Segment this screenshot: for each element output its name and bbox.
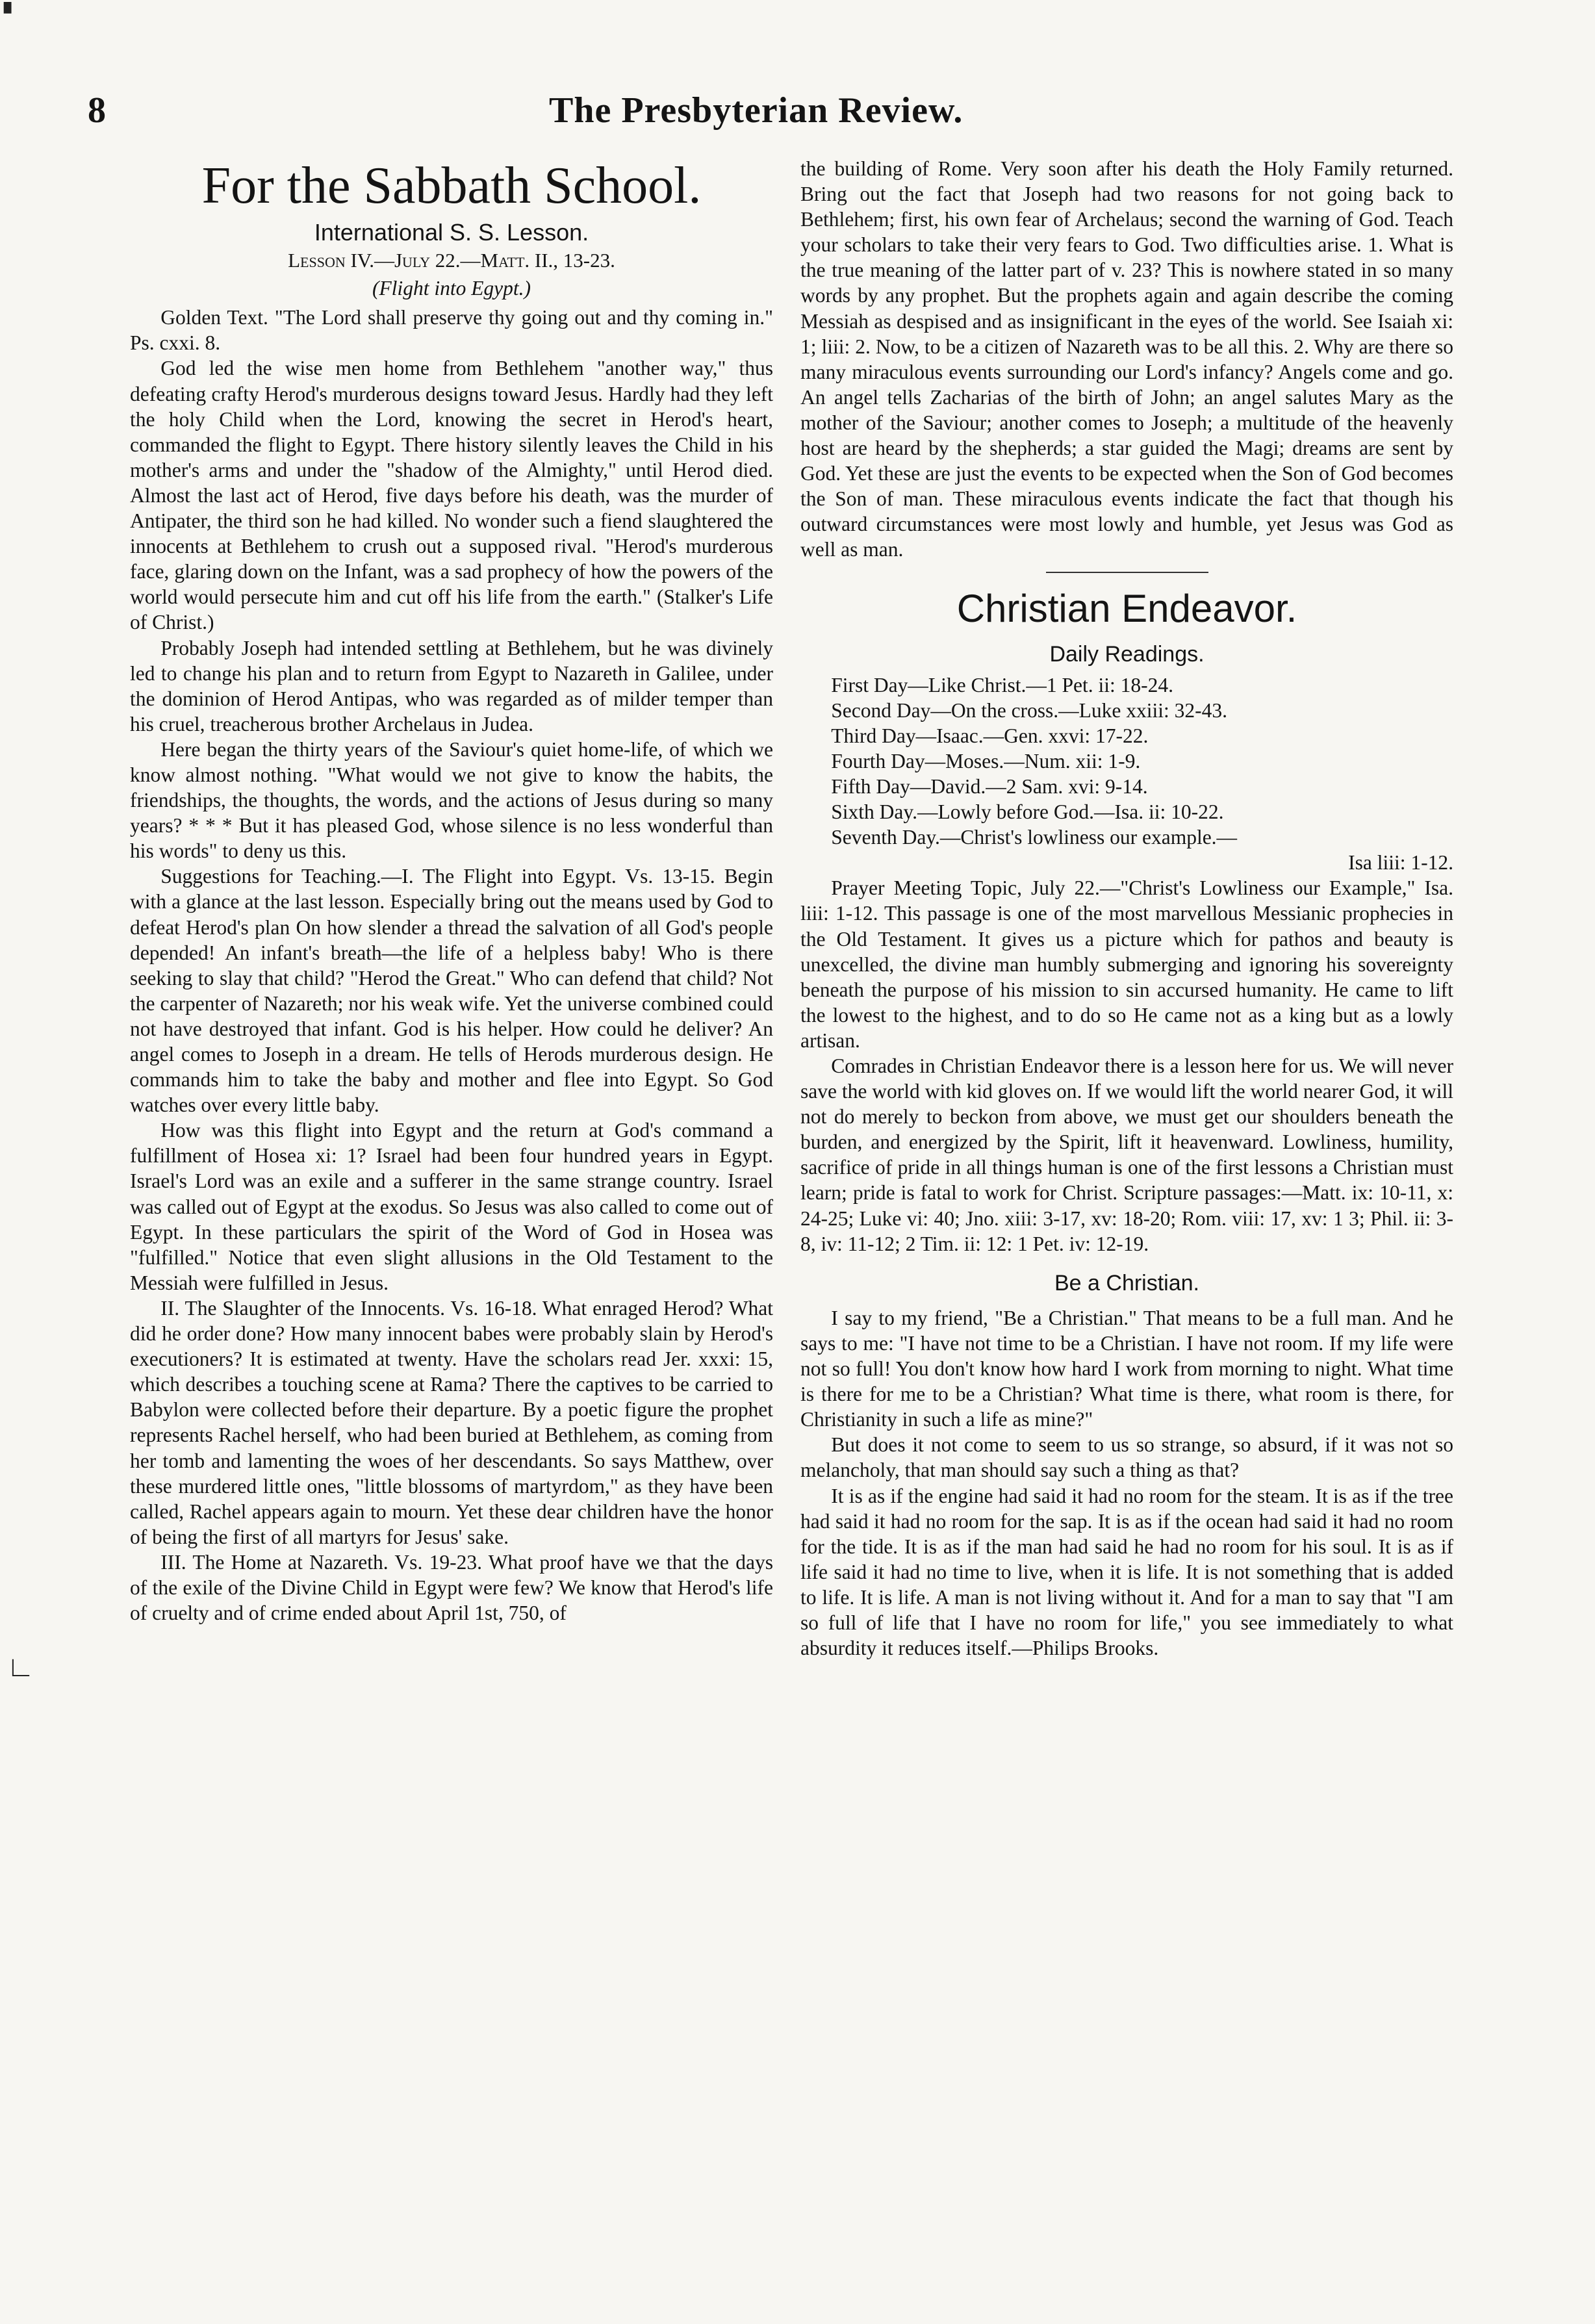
divider	[1046, 572, 1208, 573]
section-title-christian-endeavor: Christian Endeavor.	[956, 586, 1297, 630]
paragraph: God led the wise men home from Bethlehem "another way," thus defeating crafty Herod's murderous designs toward Jesus. Hardly had they left the holy Child when the Lord, knowing the secret in Herod's heart, commanded the flight to Egypt. There history silently leaves the Child in his mother's arms and under the "shadow of the Almighty," until Herod died. Almost the last act of Herod, five days before his death, was the murder of Antipater, the third son he had killed. No wonder such a fiend slaughtered the innocents at Bethlehem to crush out a supposed rival. "Herod's murderous face, glaring down on the Infant, was a sad prophecy of how the powers of the world would persecute him and cut off his life from the earth." (Stalker's Life of Christ.)	[130, 357, 773, 634]
left-column	[130, 156, 773, 1626]
golden-text: Golden Text. "The Lord shall preserve thy going out and thy coming in." Ps. cxxi. 8.	[130, 306, 773, 355]
reading-item: First Day—Like Christ.—1 Pet. ii: 18-24.	[831, 673, 1173, 696]
reading-item: Sixth Day.—Lowly before God.—Isa. ii: 10-22.	[831, 800, 1224, 824]
reading-item: Third Day—Isaac.—Gen. xxvi: 17-22.	[831, 724, 1149, 747]
reading-item: Seventh Day.—Christ's lowliness our example.—	[831, 826, 1238, 849]
lesson-topic: (Flight into Egypt.)	[372, 277, 531, 300]
daily-readings-heading: Daily Readings.	[1049, 641, 1205, 667]
edge-mark: ▘	[4, 3, 19, 25]
paragraph: Comrades in Christian Endeavor there is a lesson here for us. We will never save the world with kid gloves on. If we would lift the world nearer God, it will not do merely to beckon from above, we must get our shoulders beneath the burden, and energized by the Spirit, lift it heavenward. Lowliness, humility, sacrifice of pride in all things human is one of the first lessons a Christian must learn; pride is fatal to work for Christ. Scripture passages:—Matt. ix: 10-11, x: 24-25; Luke vi: 40; Jno. xiii: 3-17, xv: 18-20; Rom. viii: 17, xv: 1 3; Phil. ii: 3-8, iv: 11-12; 2 Tim. ii: 12: 1 Pet. iv: 12-19.	[800, 1054, 1453, 1255]
paragraph: II. The Slaughter of the Innocents. Vs. 16-18. What enraged Herod? What did he order done? How many innocent babes were probably slain by Herod's executioners? It is estimated at twenty. Have the scholars read Jer. xxxi: 15, which describes a touching scene at Rama? There the captives to be carried to Babylon were collected before their departure. By a poetic figure the prophet represents Rachel herself, who had been buried at Bethlehem, as coming from her tomb and lamenting the woes of her descendants. So says Matthew, over these murdered little ones, "little blossoms of martyrdom," as they have been called, Rachel appears again to mourn. Yet these dear children have the honor of being the first of all martyrs for Jesus' sake.	[130, 1296, 773, 1548]
paragraph: III. The Home at Nazareth. Vs. 19-23. What proof have we that the days of the exile of the Divine Child in Egypt were few? We know that Herod's life of cruelty and of crime ended about April 1st, 750, of	[130, 1550, 773, 1625]
paragraph: the building of Rome. Very soon after his death the Holy Family returned. Bring out the fact that Joseph had two reasons for not going back to Bethlehem; first, his own fear of Archelaus; second the warning of God. Teach your scholars to take their very fears to God. Two difficulties arise. 1. What is the true meaning of the latter part of v. 23? This is nowhere stated in so many words by any prophet. But the prophets again and again describe the coming Messiah as despised and as insignificant in the eyes of the world. See Isaiah xi: 1; liii: 2. Now, to be a citizen of Nazareth was to be all this. 2. Why are there so many miraculous events surrounding our Lord's infancy? Angels come and go. An angel tells Zacharias of the birth of John; an angel salutes Mary as the mother of the Saviour; another comes to Joseph; a multitude of the heavenly host are heard by the shepherds; a star guided the Magi; dreams are sent by God. Yet these are just the events to be expected when the Son of God becomes the Son of man. These miraculous events indicate the fact that though his outward circumstances were most lowly and humble, yet Jesus was God as well as man.	[800, 157, 1453, 561]
right-column	[800, 156, 1453, 1661]
section-title-sabbath: For the Sabbath School.	[201, 157, 702, 214]
paragraph: Probably Joseph had intended settling at Bethlehem, but he was divinely led to change his plan and to return from Egypt to Nazareth in Galilee, under the dominion of Herod Antipas, who was regarded as of milder temper than his cruel, treacherous brother Archelaus in Judea.	[130, 636, 773, 735]
paragraph: I say to my friend, "Be a Christian." That means to be a full man. And he says to me: "I have not time to be a Christian. I have not room. If my life were not so full! You don't know how hard I work from morning to night. What time is there for me to be a Christian? What time is there, what room is there, for Christianity in such a life as mine?"	[800, 1306, 1453, 1431]
reading-item: Second Day—On the cross.—Luke xxiii: 32-43.	[831, 698, 1228, 722]
journal-title: The Presbyterian Review.	[549, 90, 963, 131]
page-header	[88, 90, 1030, 142]
page-number: 8	[88, 90, 106, 131]
paragraph: But does it not come to seem to us so strange, so absurd, if it was not so melancholy, that man should say such a thing as that?	[800, 1433, 1453, 1482]
margin-mark: ∟	[6, 1651, 35, 1683]
reading-reference: Isa liii: 1-12.	[1348, 851, 1453, 875]
paragraph: Here began the thirty years of the Saviour's quiet home-life, of which we know almost nothing. "What would we not give to know the habits, the friendships, the thoughts, the words, and the actions of Jesus during so many years? * * * But it has pleased God, whose silence is no less wonderful than his words" to deny us this.	[130, 737, 773, 863]
paragraph: How was this flight into Egypt and the return at God's command a fulfillment of Hosea xi: 1? Israel had been four hundred years in Egypt. Israel's Lord was an exile and a sufferer in the same strange country. Israel was called out of Egypt at the exodus. So Jesus was also called to come out of Egypt. In these particulars the spirit of the Word of God in Hosea was "fulfilled." Notice that even slight allusions in the Old Testament to the Messiah were fulfilled in Jesus.	[130, 1119, 773, 1294]
lesson-line: Lesson IV.—July 22.—Matt. II., 13-23.	[288, 249, 615, 272]
reading-item: Fifth Day—David.—2 Sam. xvi: 9-14.	[831, 774, 1148, 798]
paragraph: It is as if the engine had said it had no room for the steam. It is as if the tree had said it had no room for the sap. It is as if the ocean had said it had no room for the tide. It is as if the man had said he had no room for his soul. It is as if life said it had no time to live, when it is life. It is not something that is added to life. It is life. A man is not living without it. And for a man to say that "I am so full of life that I have no room for life," you see immediately to what absurdity it reduces itself.—Philips Brooks.	[800, 1484, 1453, 1660]
be-a-christian-heading: Be a Christian.	[1054, 1270, 1199, 1296]
paragraph: Suggestions for Teaching.—I. The Flight into Egypt. Vs. 13-15. Begin with a glance at the last lesson. Especially bring out the means used by God to defeat Herod's plan On how slender a thread the salvation of all God's people depended! An infant's breath—the life of a helpless baby! Who is there seeking to slay that child? "Herod the Great." Who can defend that child? Not the carpenter of Nazareth; nor his weak wife. Yet the universe combined could not have destroyed that infant. God is his helper. How could he deliver? An angel comes to Joseph in a dream. He tells of Herods murderous design. He commands him to take the baby and mother and flee into Egypt. So God watches over every little baby.	[130, 865, 773, 1117]
reading-item: Fourth Day—Moses.—Num. xii: 1-9.	[831, 749, 1141, 773]
lesson-subtitle: International S. S. Lesson.	[314, 219, 589, 246]
prayer-meeting-topic: Prayer Meeting Topic, July 22.—"Christ's Lowliness our Example," Isa. liii: 1-12. This passage is one of the most marvellous Messianic prophecies in the Old Testament. It gives us a picture which for pathos and beauty is unexcelled, the divine man humbly submerging and ignoring his sovereignty beneath the purpose of his mission to sin accursed humanity. He came to lift the lowest to the highest, and to do so He came not as a king but as a lowly artisan.	[800, 876, 1453, 1052]
